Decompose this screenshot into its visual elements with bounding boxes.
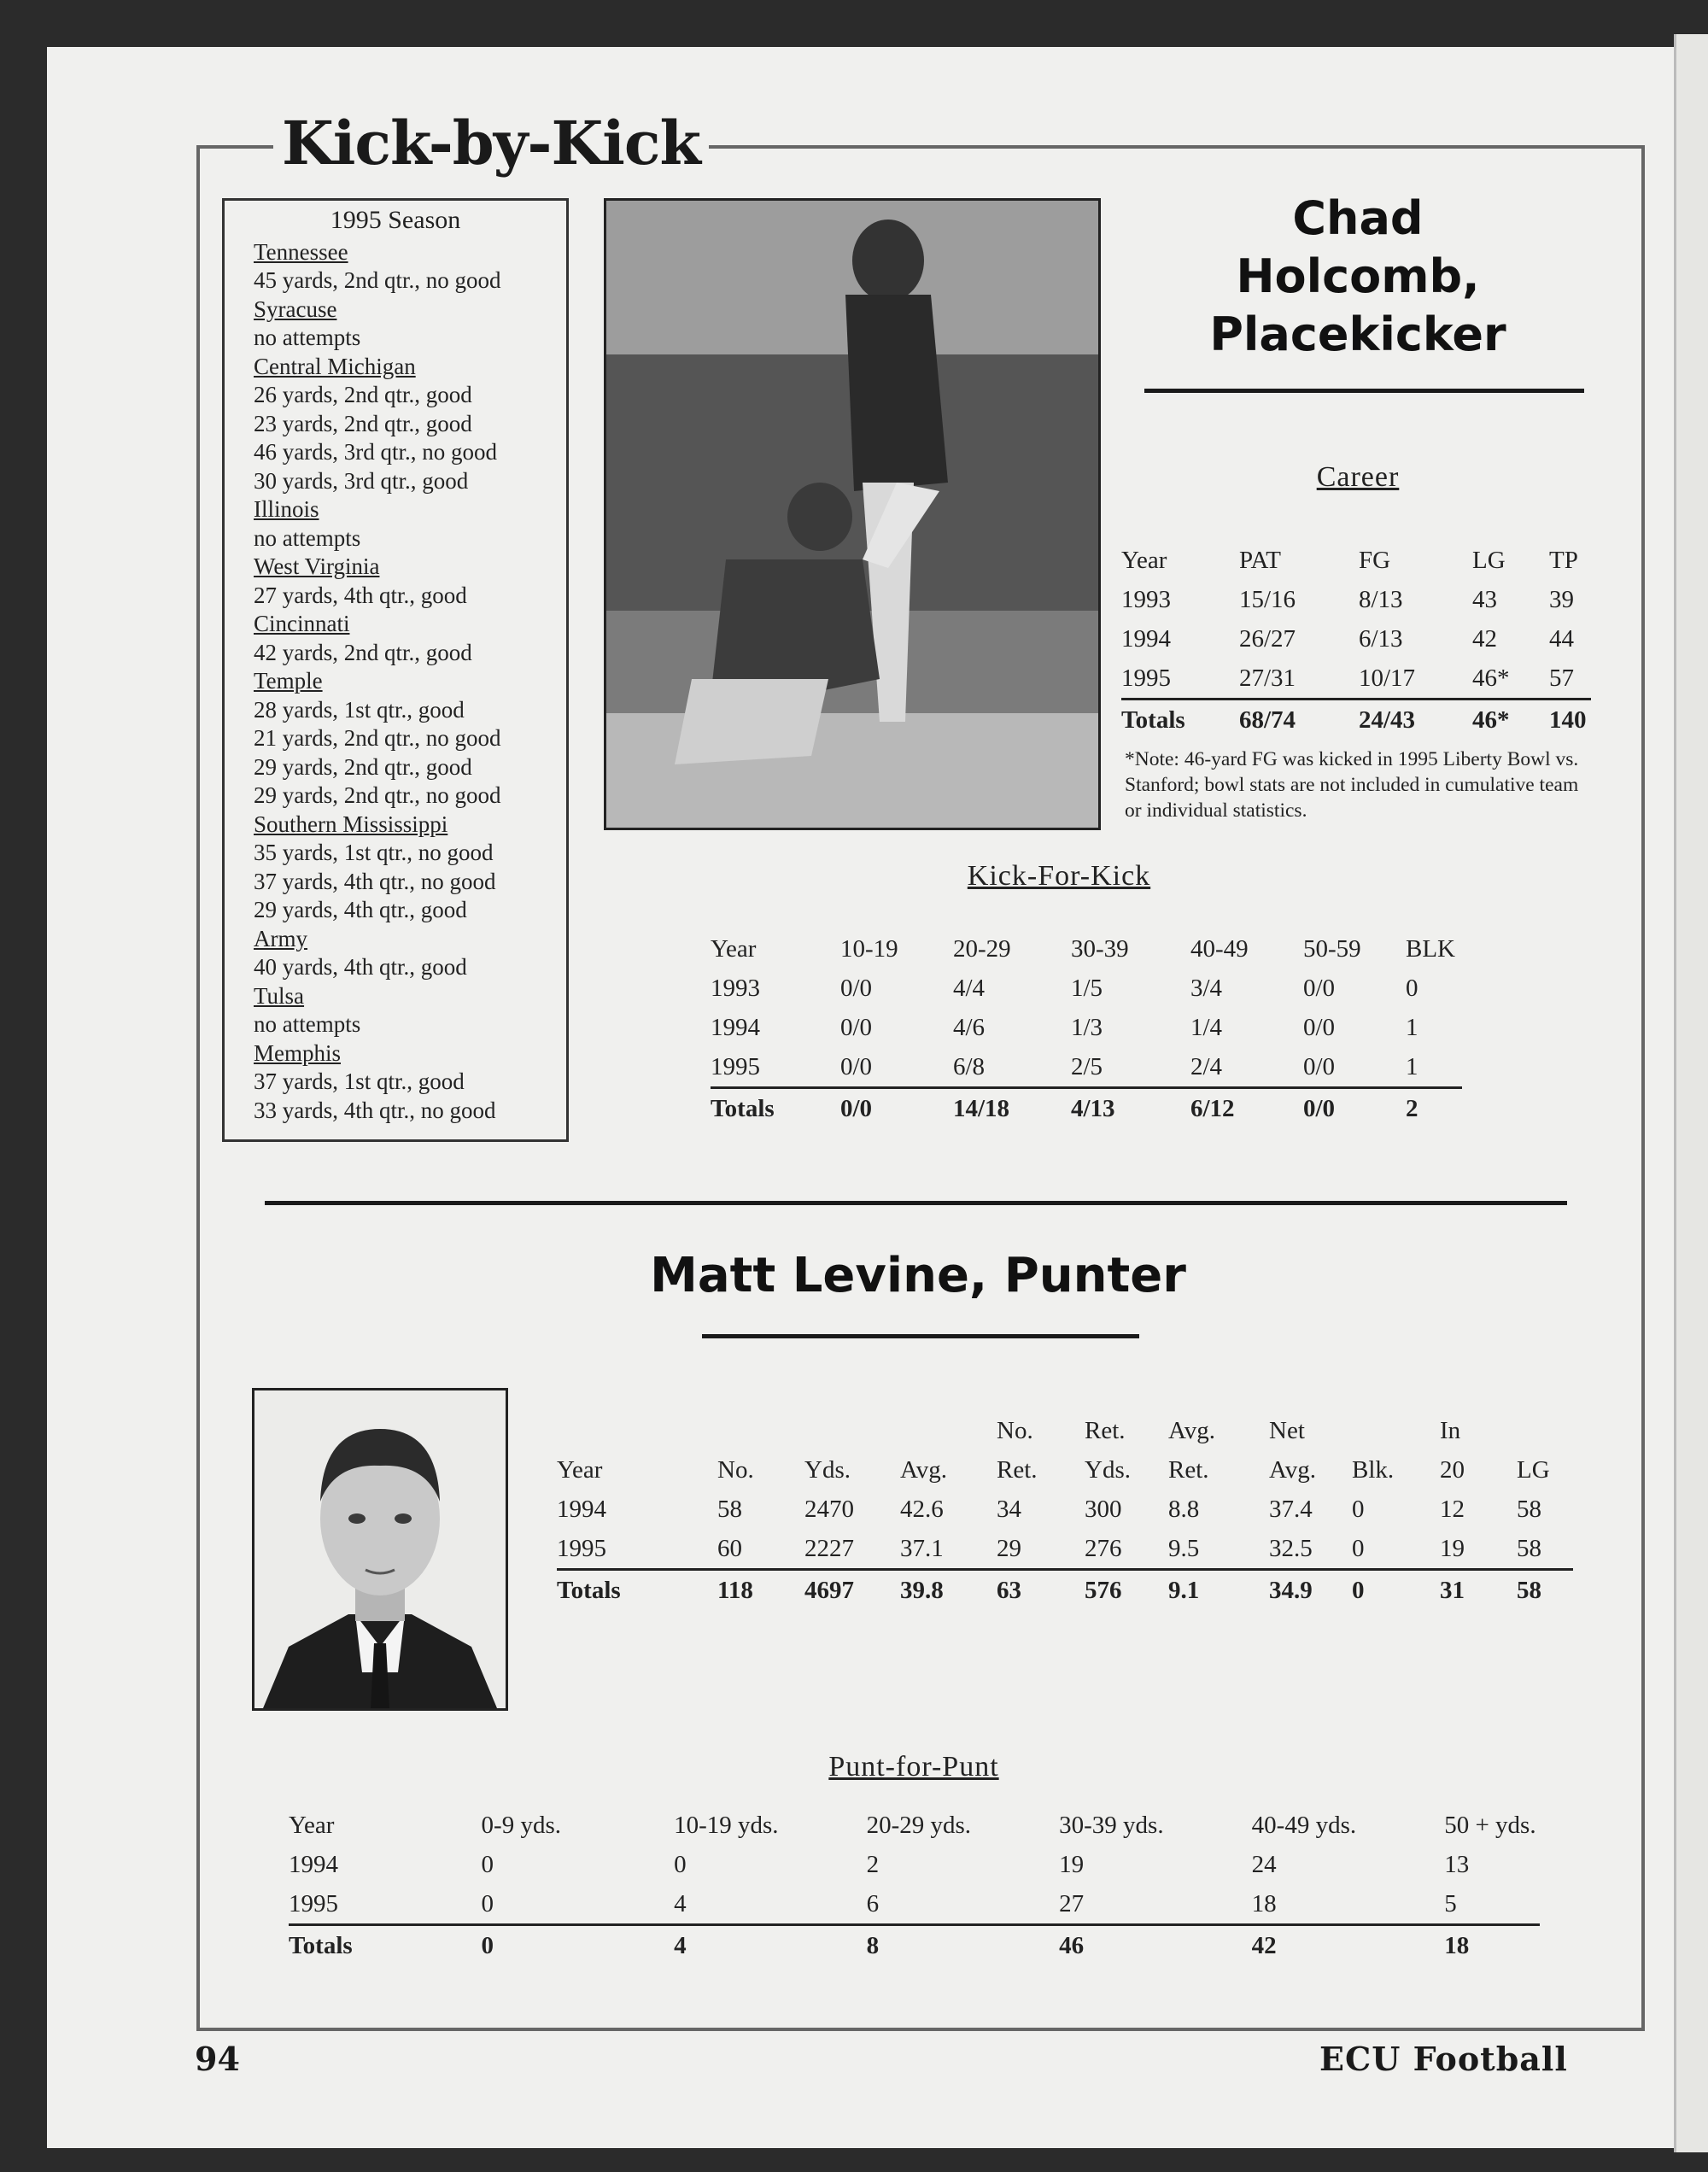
table-cell: 1995: [711, 1047, 840, 1088]
opponent-name: West Virginia: [254, 553, 380, 579]
table-row: [557, 1450, 1573, 1490]
kick-entry: 37 yards, 1st qtr., good: [254, 1068, 465, 1094]
table-cell: 8/13: [1359, 585, 1403, 613]
table-cell: 4697: [804, 1576, 854, 1604]
table-cell: 0/0: [1303, 1047, 1406, 1088]
table-row: [1121, 700, 1591, 741]
name-line: Chad: [1292, 191, 1424, 245]
table-row: [711, 1047, 1462, 1088]
table-row: [711, 1008, 1462, 1047]
table-cell: 63: [997, 1576, 1021, 1604]
table-cell: 37.4: [1269, 1495, 1313, 1523]
season-heading: 1995 Season: [330, 206, 461, 234]
table-row: [1121, 619, 1591, 659]
opponent-name: Memphis: [254, 1039, 342, 1066]
kick-entry: 42 yards, 2nd qtr., good: [254, 639, 472, 665]
table-cell: 1994: [1121, 624, 1171, 653]
table-cell: 0: [482, 1884, 675, 1925]
table-cell: 44: [1549, 624, 1574, 653]
table-cell: 4: [674, 1884, 867, 1925]
table-cell: 1/3: [1071, 1013, 1103, 1041]
table-cell: 9.1: [1168, 1576, 1200, 1604]
kick-entry: 30 yards, 3rd qtr., good: [254, 467, 469, 494]
table-cell: 0: [481, 1850, 494, 1878]
kick-entry: 29 yards, 2nd qtr., good: [254, 753, 472, 780]
table-cell: Totals: [289, 1931, 353, 1959]
publication-name: ECU Football: [1319, 2040, 1568, 2078]
name-line: Holcomb,: [1236, 249, 1480, 303]
table-cell: 0: [1352, 1576, 1365, 1604]
page-number: 94: [195, 2040, 240, 2078]
table-cell: 37.1: [900, 1529, 997, 1570]
table-cell: 1995: [289, 1884, 482, 1925]
table-cell: 14/18: [953, 1094, 1010, 1122]
table-row: [711, 1088, 1462, 1129]
table-cell: 118: [717, 1576, 753, 1604]
table-cell: 2/4: [1190, 1047, 1303, 1088]
table-cell: 0/0: [1303, 1094, 1336, 1122]
table-cell: 276: [1085, 1529, 1168, 1570]
table-cell: Avg.: [900, 1455, 948, 1484]
table-cell: 29: [997, 1529, 1085, 1570]
kick-entry: 33 yards, 4th qtr., no good: [254, 1097, 496, 1123]
table-cell: 10-19: [840, 934, 898, 963]
table-cell: 30-39: [1071, 934, 1129, 963]
table-cell: Ret.: [997, 1455, 1038, 1484]
kick-for-kick-table: [711, 929, 1462, 1128]
table-cell: Year: [289, 1811, 335, 1839]
table-cell: 58: [1517, 1576, 1541, 1604]
kick-entry: 29 yards, 2nd qtr., no good: [254, 782, 501, 808]
table-cell: 0/0: [1303, 1013, 1336, 1041]
table-cell: 576: [1085, 1576, 1122, 1604]
table-cell: 0: [674, 1850, 687, 1878]
table-row: [1121, 659, 1591, 700]
table-row: [711, 929, 1462, 969]
table-cell: Year: [557, 1455, 603, 1484]
table-cell: No.: [997, 1416, 1033, 1444]
table-cell: 1: [1406, 1047, 1462, 1088]
kick-entry: 45 yards, 2nd qtr., no good: [254, 267, 501, 293]
table-cell: 0-9 yds.: [481, 1811, 561, 1839]
table-cell: 42: [1472, 624, 1497, 653]
table-cell: 19: [1059, 1850, 1085, 1878]
table-cell: 20-29 yds.: [866, 1811, 972, 1839]
table-cell: 50 + yds.: [1444, 1811, 1536, 1839]
table-cell: 3/4: [1190, 974, 1223, 1002]
opponent-name: Central Michigan: [254, 353, 416, 379]
season-kick-log: [222, 198, 569, 1142]
table-cell: 4: [674, 1931, 687, 1959]
opponent-name: Army: [254, 925, 307, 951]
table-cell: Blk.: [1352, 1455, 1395, 1484]
table-cell: 0/0: [840, 1013, 873, 1041]
table-cell: 6: [867, 1884, 1060, 1925]
table-cell: 1994: [289, 1850, 338, 1878]
table-row: [289, 1925, 1540, 1966]
table-cell: 32.5: [1269, 1529, 1352, 1570]
table-cell: Ret.: [1168, 1455, 1209, 1484]
table-row: [1121, 541, 1591, 580]
table-cell: PAT: [1239, 546, 1281, 574]
table-cell: 1994: [711, 1013, 760, 1041]
opponent-name: Tulsa: [254, 982, 305, 1009]
table-cell: 34: [997, 1495, 1021, 1523]
table-cell: 18: [1444, 1931, 1470, 1959]
kick-entry: 40 yards, 4th qtr., good: [254, 954, 467, 980]
table-cell: Year: [711, 934, 757, 963]
kick-entry: 28 yards, 1st qtr., good: [254, 696, 465, 723]
table-cell: LG: [1472, 546, 1506, 574]
table-cell: 30-39 yds.: [1059, 1811, 1164, 1839]
opponent-name: Southern Mississippi: [254, 811, 448, 837]
table-cell: 58: [717, 1495, 742, 1523]
table-cell: 1993: [1121, 585, 1171, 613]
table-cell: Totals: [557, 1576, 621, 1604]
table-cell: 31: [1440, 1576, 1465, 1604]
table-cell: 27/31: [1239, 659, 1359, 700]
table-cell: 50-59: [1303, 934, 1361, 963]
table-cell: 46: [1059, 1931, 1085, 1959]
table-cell: Yds.: [1085, 1455, 1131, 1484]
section-divider: [265, 1201, 1567, 1205]
table-row: [1121, 580, 1591, 619]
table-cell: 4/13: [1071, 1094, 1115, 1122]
table-cell: 12: [1440, 1495, 1465, 1523]
kick-entry: 35 yards, 1st qtr., no good: [254, 840, 494, 865]
table-cell: 39: [1549, 585, 1574, 613]
table-cell: 26/27: [1239, 624, 1296, 653]
table-cell: 300: [1085, 1495, 1122, 1523]
table-cell: 0: [1352, 1529, 1440, 1570]
career-heading: Career: [1316, 461, 1400, 493]
kick-entry: 37 yards, 4th qtr., no good: [254, 868, 496, 894]
table-cell: 1: [1406, 1013, 1418, 1041]
table-row: [557, 1411, 1573, 1450]
table-cell: 57: [1549, 659, 1591, 700]
table-row: [557, 1529, 1573, 1570]
table-cell: 0/0: [840, 1047, 953, 1088]
table-cell: 8: [866, 1931, 880, 1959]
opponent-name: Tennessee: [254, 238, 348, 265]
opponent-name: Illinois: [254, 496, 319, 522]
table-cell: 42: [1251, 1931, 1277, 1959]
table-cell: 1/5: [1071, 974, 1103, 1002]
table-cell: 2/5: [1071, 1047, 1190, 1088]
table-row: [289, 1845, 1540, 1884]
table-cell: Totals: [711, 1094, 775, 1122]
table-cell: BLK: [1406, 934, 1455, 963]
kick-entry: 27 yards, 4th qtr., good: [254, 582, 467, 608]
table-cell: LG: [1517, 1455, 1550, 1484]
table-cell: 27: [1059, 1884, 1252, 1925]
table-cell: 6/8: [953, 1047, 1071, 1088]
table-cell: 0: [1406, 974, 1418, 1002]
table-row: [289, 1884, 1540, 1925]
facing-page-edge: [1674, 34, 1708, 2152]
name-line: Placekicker: [1209, 307, 1506, 361]
table-cell: 13: [1444, 1850, 1470, 1878]
table-cell: 42.6: [900, 1495, 944, 1523]
table-cell: 140: [1549, 705, 1587, 734]
table-cell: Net: [1269, 1416, 1305, 1444]
career-table: [1121, 541, 1591, 740]
table-cell: [1352, 1411, 1440, 1450]
table-cell: 0/0: [1303, 974, 1336, 1002]
table-cell: 18: [1252, 1884, 1445, 1925]
table-cell: 1995: [1121, 659, 1239, 700]
kick-entry: no attempts: [254, 1011, 361, 1037]
table-cell: [900, 1411, 997, 1450]
opponent-name: Syracuse: [254, 296, 337, 322]
table-cell: 20: [1440, 1455, 1465, 1484]
table-cell: Ret.: [1085, 1416, 1126, 1444]
table-cell: 24: [1251, 1850, 1277, 1878]
table-cell: 0: [481, 1931, 494, 1959]
table-cell: 4/4: [953, 974, 986, 1002]
table-cell: 39.8: [900, 1576, 944, 1604]
table-cell: 1995: [557, 1529, 717, 1570]
table-row: [289, 1806, 1540, 1845]
table-cell: [557, 1411, 717, 1450]
table-cell: Totals: [1121, 705, 1185, 734]
table-cell: 5: [1444, 1884, 1540, 1925]
table-cell: Year: [1121, 546, 1167, 574]
levine-name-heading: Matt Levine, Punter: [650, 1248, 1186, 1303]
page-title: Kick-by-Kick: [273, 101, 709, 186]
table-cell: 40-49: [1190, 934, 1249, 963]
table-cell: 4/6: [953, 1013, 986, 1041]
kick-entry: 46 yards, 3rd qtr., no good: [254, 439, 497, 465]
table-cell: 20-29: [953, 934, 1011, 963]
table-cell: [1517, 1411, 1573, 1450]
levine-divider: [702, 1334, 1139, 1338]
punter-portrait-photo: [252, 1388, 508, 1711]
table-cell: 10/17: [1359, 659, 1472, 700]
table-cell: [717, 1411, 804, 1450]
opponent-name: Temple: [254, 668, 323, 694]
table-cell: 2470: [804, 1495, 854, 1523]
kick-entry: no attempts: [254, 524, 361, 551]
holcomb-divider: [1144, 389, 1584, 393]
table-cell: 9.5: [1168, 1529, 1269, 1570]
table-cell: 2227: [804, 1529, 900, 1570]
punting-table: [557, 1411, 1573, 1610]
table-cell: 43: [1472, 585, 1497, 613]
table-cell: 0/0: [840, 1094, 873, 1122]
table-cell: Yds.: [804, 1455, 851, 1484]
punt-for-punt-table: [289, 1806, 1540, 1965]
kick-for-kick-heading: Kick-For-Kick: [967, 860, 1151, 892]
table-cell: 2: [866, 1850, 880, 1878]
kick-log-list: [254, 238, 566, 1126]
table-cell: 24/43: [1359, 705, 1416, 734]
table-row: [557, 1570, 1573, 1611]
table-cell: 6/12: [1190, 1094, 1235, 1122]
table-cell: 2: [1406, 1094, 1418, 1122]
table-cell: 34.9: [1269, 1576, 1313, 1604]
table-cell: 58: [1517, 1529, 1573, 1570]
punt-for-punt-heading: Punt-for-Punt: [828, 1751, 999, 1783]
table-cell: 46*: [1472, 705, 1510, 734]
table-cell: 8.8: [1168, 1495, 1200, 1523]
table-cell: No.: [717, 1455, 754, 1484]
table-cell: 15/16: [1239, 585, 1296, 613]
kick-entry: no attempts: [254, 325, 361, 350]
table-cell: 19: [1440, 1529, 1517, 1570]
table-cell: 58: [1517, 1495, 1541, 1523]
table-cell: 0/0: [840, 974, 873, 1002]
table-row: [557, 1490, 1573, 1529]
table-cell: FG: [1359, 546, 1391, 574]
kick-entry: 26 yards, 2nd qtr., good: [254, 382, 472, 407]
table-cell: Avg.: [1269, 1455, 1317, 1484]
career-note: *Note: 46-yard FG was kicked in 1995 Liberty Bowl vs. Stanford; bowl stats are not included in cumulative team or individual statistics.: [1125, 748, 1579, 822]
table-cell: 40-49 yds.: [1251, 1811, 1357, 1839]
kick-entry: 21 yards, 2nd qtr., no good: [254, 725, 501, 751]
table-cell: 0: [1352, 1495, 1365, 1523]
table-cell: Avg.: [1168, 1416, 1216, 1444]
table-cell: 10-19 yds.: [674, 1811, 779, 1839]
table-cell: 1/4: [1190, 1013, 1223, 1041]
table-cell: [804, 1411, 900, 1450]
kick-entry: 23 yards, 2nd qtr., good: [254, 410, 472, 436]
holcomb-name-heading: [1144, 190, 1571, 364]
table-cell: 6/13: [1359, 624, 1403, 653]
table-cell: 60: [717, 1529, 804, 1570]
table-cell: 46*: [1472, 659, 1549, 700]
table-cell: In: [1440, 1416, 1461, 1444]
table-cell: 68/74: [1239, 705, 1296, 734]
table-cell: TP: [1549, 546, 1578, 574]
table-row: [711, 969, 1462, 1008]
table-cell: 1993: [711, 974, 760, 1002]
kicker-action-photo: [604, 198, 1101, 830]
table-cell: 1994: [557, 1495, 606, 1523]
opponent-name: Cincinnati: [254, 611, 350, 636]
kick-entry: 29 yards, 4th qtr., good: [254, 897, 467, 922]
